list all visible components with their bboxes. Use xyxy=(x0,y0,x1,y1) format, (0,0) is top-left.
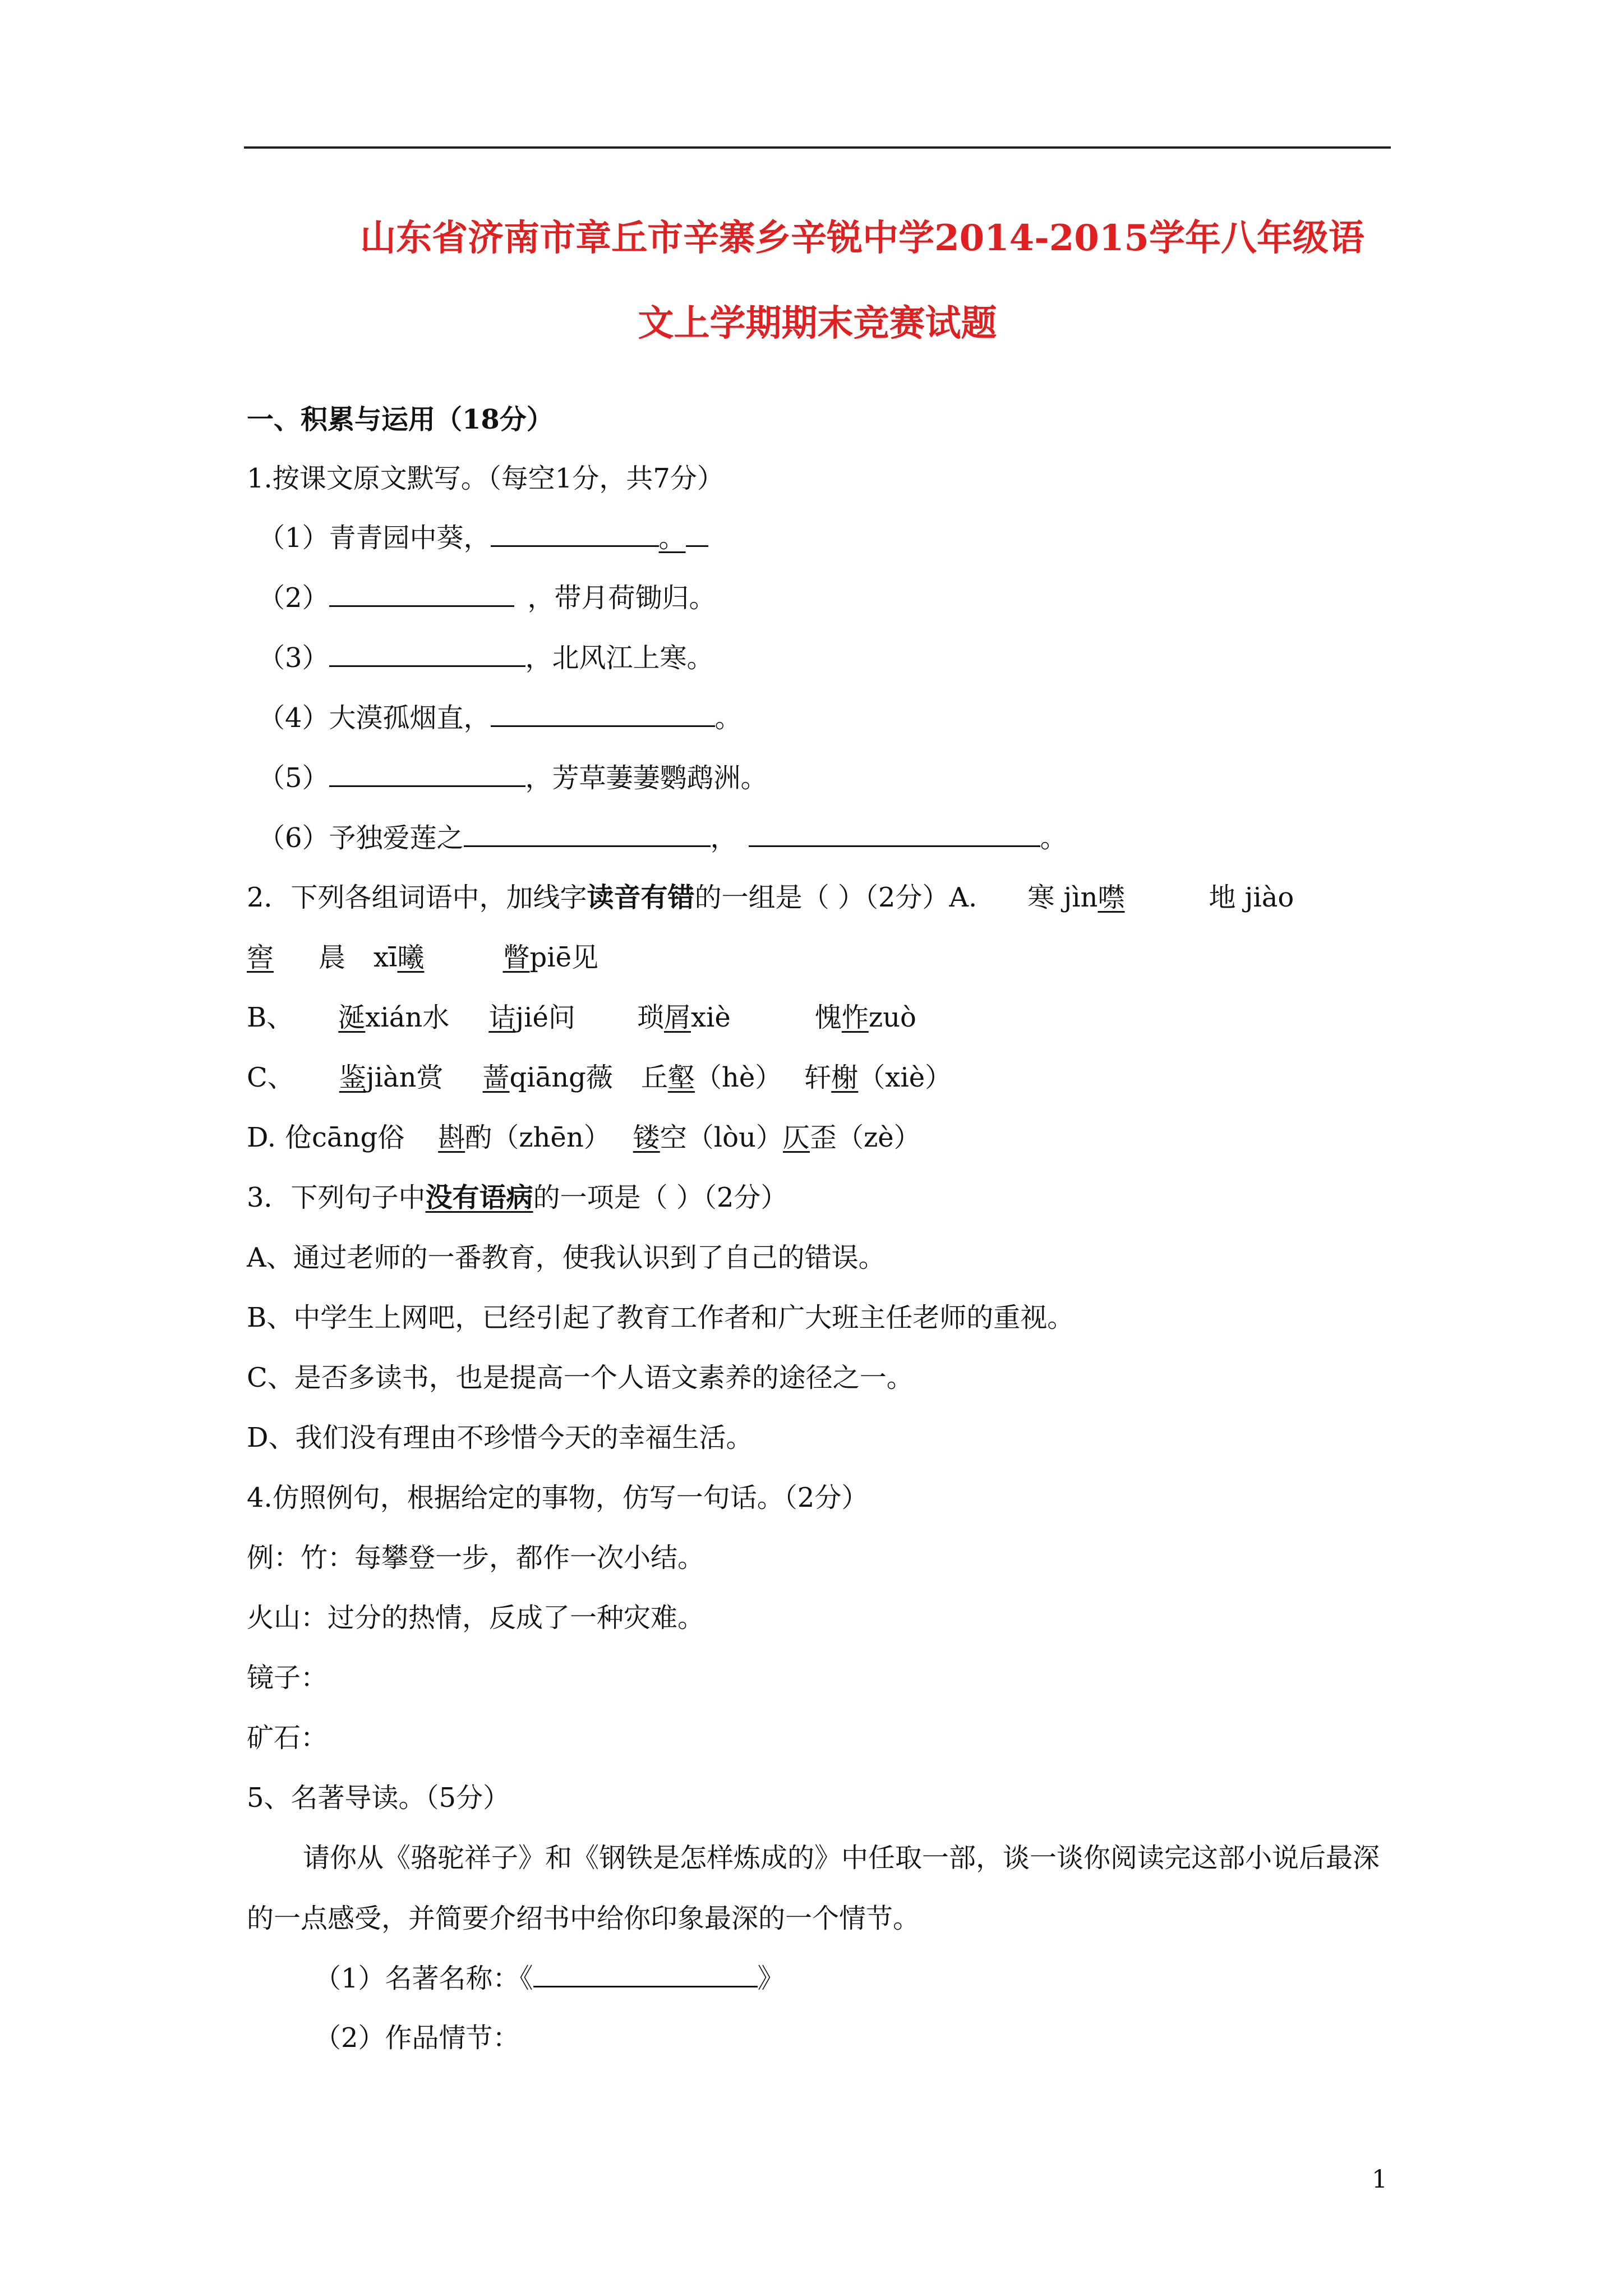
q5-stem: 5、名著导读。（5分） xyxy=(247,1782,510,1814)
q5-item-2: （2）作品情节： xyxy=(314,2022,520,2054)
q2-option-d: D. 伧cāng俗 斟酌（zhēn） 镂空（lòu）仄歪（zè） xyxy=(247,1122,921,1153)
q2-option-a-cont: 窖 晨 xī曦 瞥piē见 xyxy=(247,942,598,973)
answer-blank[interactable] xyxy=(329,761,525,787)
answer-blank[interactable] xyxy=(491,521,659,547)
q1-item-3: （3） ，北风江上寒。 xyxy=(258,641,714,675)
answer-blank[interactable] xyxy=(329,641,525,667)
q5-paragraph: 请你从《骆驼祥子》和《钢铁是怎样炼成的》中任取一部，谈一谈你阅读完这部小说后最深的一点感受，并简要介绍书中给你印象最深的一个情节。 xyxy=(247,1842,1380,1934)
q4-item-ore: 矿石： xyxy=(247,1722,328,1754)
page-number: 1 xyxy=(1372,2165,1387,2194)
header-rule xyxy=(244,146,1391,149)
q3-option-a: A、通过老师的一番教育，使我认识到了自己的错误。 xyxy=(247,1242,886,1273)
q5-item-1: （1）名著名称：《 》 xyxy=(314,1961,785,1995)
q3-option-c: C、是否多读书，也是提高一个人语文素养的途径之一。 xyxy=(247,1362,914,1393)
q2-stem: 2．下列各组词语中，加线字读音有错的一组是（ ）（2分）A. 寒 jìn噤 地 jiào xyxy=(247,882,1294,913)
q1-item-5: （5） ，芳草萋萋鹦鹉洲。 xyxy=(258,761,768,795)
answer-blank[interactable] xyxy=(749,821,1040,847)
q3-stem: 3．下列句子中没有语病的一项是（ ）（2分） xyxy=(247,1182,788,1213)
q2-option-c: C、 鉴jiàn赏 蔷qiāng薇 丘壑（hè） 轩榭（xiè） xyxy=(247,1062,952,1093)
q3-option-b: B、中学生上网吧，已经引起了教育工作者和广大班主任老师的重视。 xyxy=(247,1302,1075,1333)
q1-item-4: （4）大漠孤烟直， 。 xyxy=(258,701,742,735)
q2-option-b: B、 涎xián水 诘jié问 琐屑xiè 愧怍zuò xyxy=(247,1002,916,1033)
answer-blank[interactable] xyxy=(533,1961,758,1987)
answer-blank[interactable] xyxy=(491,701,715,727)
q4-example-2: 火山：过分的热情，反成了一种灾难。 xyxy=(247,1602,705,1634)
answer-blank[interactable] xyxy=(329,581,514,607)
section-heading: 一、积累与运用（18分） xyxy=(247,404,554,435)
document-title-line2: 文上学期期末竞赛试题 xyxy=(638,302,997,344)
document-title-line1: 山东省济南市章丘市辛寨乡辛锐中学2014-2015学年八年级语 xyxy=(360,217,1364,259)
q1-item-1: （1）青青园中葵， 。 xyxy=(258,521,708,555)
q4-example: 例：竹：每攀登一步，都作一次小结。 xyxy=(247,1542,705,1573)
q4-stem: 4.仿照例句，根据给定的事物，仿写一句话。（2分） xyxy=(247,1482,869,1513)
q1-item-6: （6）予独爱莲之 ， 。 xyxy=(258,821,1067,855)
q1-item-2: （2） ，带月荷锄归。 xyxy=(258,581,716,615)
q4-item-mirror: 镜子： xyxy=(247,1662,328,1694)
q3-option-d: D、我们没有理由不珍惜今天的幸福生活。 xyxy=(247,1422,753,1453)
answer-blank[interactable] xyxy=(464,821,711,847)
q1-stem: 1.按课文原文默写。（每空1分，共7分） xyxy=(247,463,724,494)
